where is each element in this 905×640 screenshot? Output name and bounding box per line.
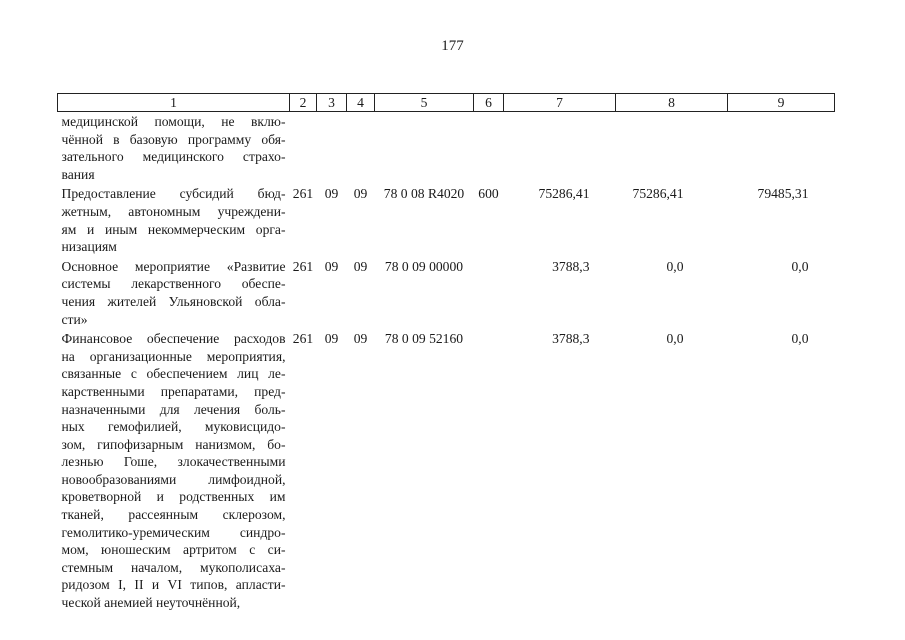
header-col-1: 1 (58, 94, 290, 112)
description-line: лезнью Гоше, злокачественными (61, 454, 286, 470)
description-line: Основное мероприятие «Развитие (61, 258, 286, 274)
description-line: ридозом I, II и VI типов, апласти- (61, 577, 286, 593)
section-code (317, 112, 347, 186)
description-line: на организационные мероприятия, (61, 348, 286, 364)
amount-col-7 (504, 112, 616, 186)
description-line: ных гемофилией, муковисцидо- (61, 419, 286, 435)
expense-type-code (474, 330, 504, 614)
ministry-code (290, 112, 317, 186)
row-description (58, 330, 290, 614)
description-line: зом, гипофизарным нанизмом, бо- (61, 436, 286, 452)
target-item-code: 78 0 09 52160 (384, 331, 464, 347)
header-col-9: 9 (728, 94, 835, 112)
description-line: ям и иным некоммерческим орга- (61, 221, 286, 237)
header-col-3: 3 (317, 94, 347, 112)
subsection-code: 09 (353, 331, 368, 347)
description-line: мом, юношеским артритом с си- (61, 542, 286, 558)
description-line: кроветворной и родственных им (61, 489, 286, 505)
row-description (58, 112, 290, 186)
header-col-7: 7 (504, 94, 616, 112)
description-line: ческой анемией неуточнённой, (61, 595, 241, 611)
ministry-code: 261 (292, 258, 314, 274)
amount-col-9: 79485,31 (757, 186, 809, 202)
section-code: 09 (324, 186, 339, 202)
amount-col-9: 0,0 (791, 331, 809, 347)
header-col-6: 6 (474, 94, 504, 112)
header-col-8: 8 (616, 94, 728, 112)
description-line: чённой в базовую программу обя- (61, 131, 286, 147)
description-line: вания (61, 166, 95, 182)
description-line: чения жителей Ульяновской обла- (61, 293, 286, 309)
header-row (58, 94, 835, 112)
description-line: сти» (61, 311, 88, 327)
table-body (58, 112, 835, 614)
subsection-code: 09 (353, 258, 368, 274)
table-row (58, 258, 835, 330)
description-line: связанные с обеспечением лиц ле- (61, 366, 286, 382)
section-code: 09 (324, 258, 339, 274)
description-line: медицинской помощи, не вклю- (61, 114, 286, 129)
amount-col-8: 0,0 (666, 331, 684, 347)
header-col-5: 5 (375, 94, 474, 112)
description-line: жетным, автономным учреждени- (61, 203, 286, 219)
ministry-code: 261 (292, 186, 314, 202)
amount-col-8 (616, 112, 728, 186)
row-description (58, 185, 290, 257)
description-line: Финансовое обеспечение расходов (61, 331, 286, 347)
amount-col-8: 0,0 (666, 258, 684, 274)
subsection-code: 09 (353, 186, 368, 202)
description-line: новообразованиями лимфоидной, (61, 471, 286, 487)
description-line: низациям (61, 239, 117, 255)
amount-col-7: 75286,41 (538, 186, 590, 202)
section-code: 09 (324, 331, 339, 347)
description-line: гемолитико-уремическим синдро- (61, 524, 286, 540)
description-line: тканей, рассеянным склерозом, (61, 507, 286, 523)
amount-col-7: 3788,3 (552, 258, 590, 274)
ministry-code: 261 (292, 331, 314, 347)
expense-type-code: 600 (478, 186, 499, 202)
budget-table (57, 93, 835, 614)
amount-col-7: 3788,3 (552, 331, 590, 347)
table-row (58, 330, 835, 614)
table-row (58, 185, 835, 257)
description-line: стемным началом, мукополисаха- (61, 559, 286, 575)
description-line: карственными препаратами, пред- (61, 383, 286, 399)
amount-col-8: 75286,41 (632, 186, 684, 202)
target-item-code: 78 0 09 00000 (384, 258, 464, 274)
description-line: Предоставление субсидий бюд- (61, 186, 286, 202)
target-item-code (375, 112, 474, 186)
expense-type-code (474, 112, 504, 186)
description-line: зательного медицинского страхо- (61, 149, 286, 165)
target-item-code: 78 0 08 R4020 (383, 186, 465, 202)
description-line: системы лекарственного обеспе- (61, 276, 286, 292)
header-col-4: 4 (347, 94, 375, 112)
header-col-2: 2 (290, 94, 317, 112)
expense-type-code (474, 258, 504, 330)
subsection-code (347, 112, 375, 186)
row-description (58, 258, 290, 330)
description-line: назначенными для лечения боль- (61, 401, 286, 417)
amount-col-9 (728, 112, 835, 186)
amount-col-9: 0,0 (791, 258, 809, 274)
table-row (58, 112, 835, 186)
page-number: 177 (441, 38, 464, 54)
